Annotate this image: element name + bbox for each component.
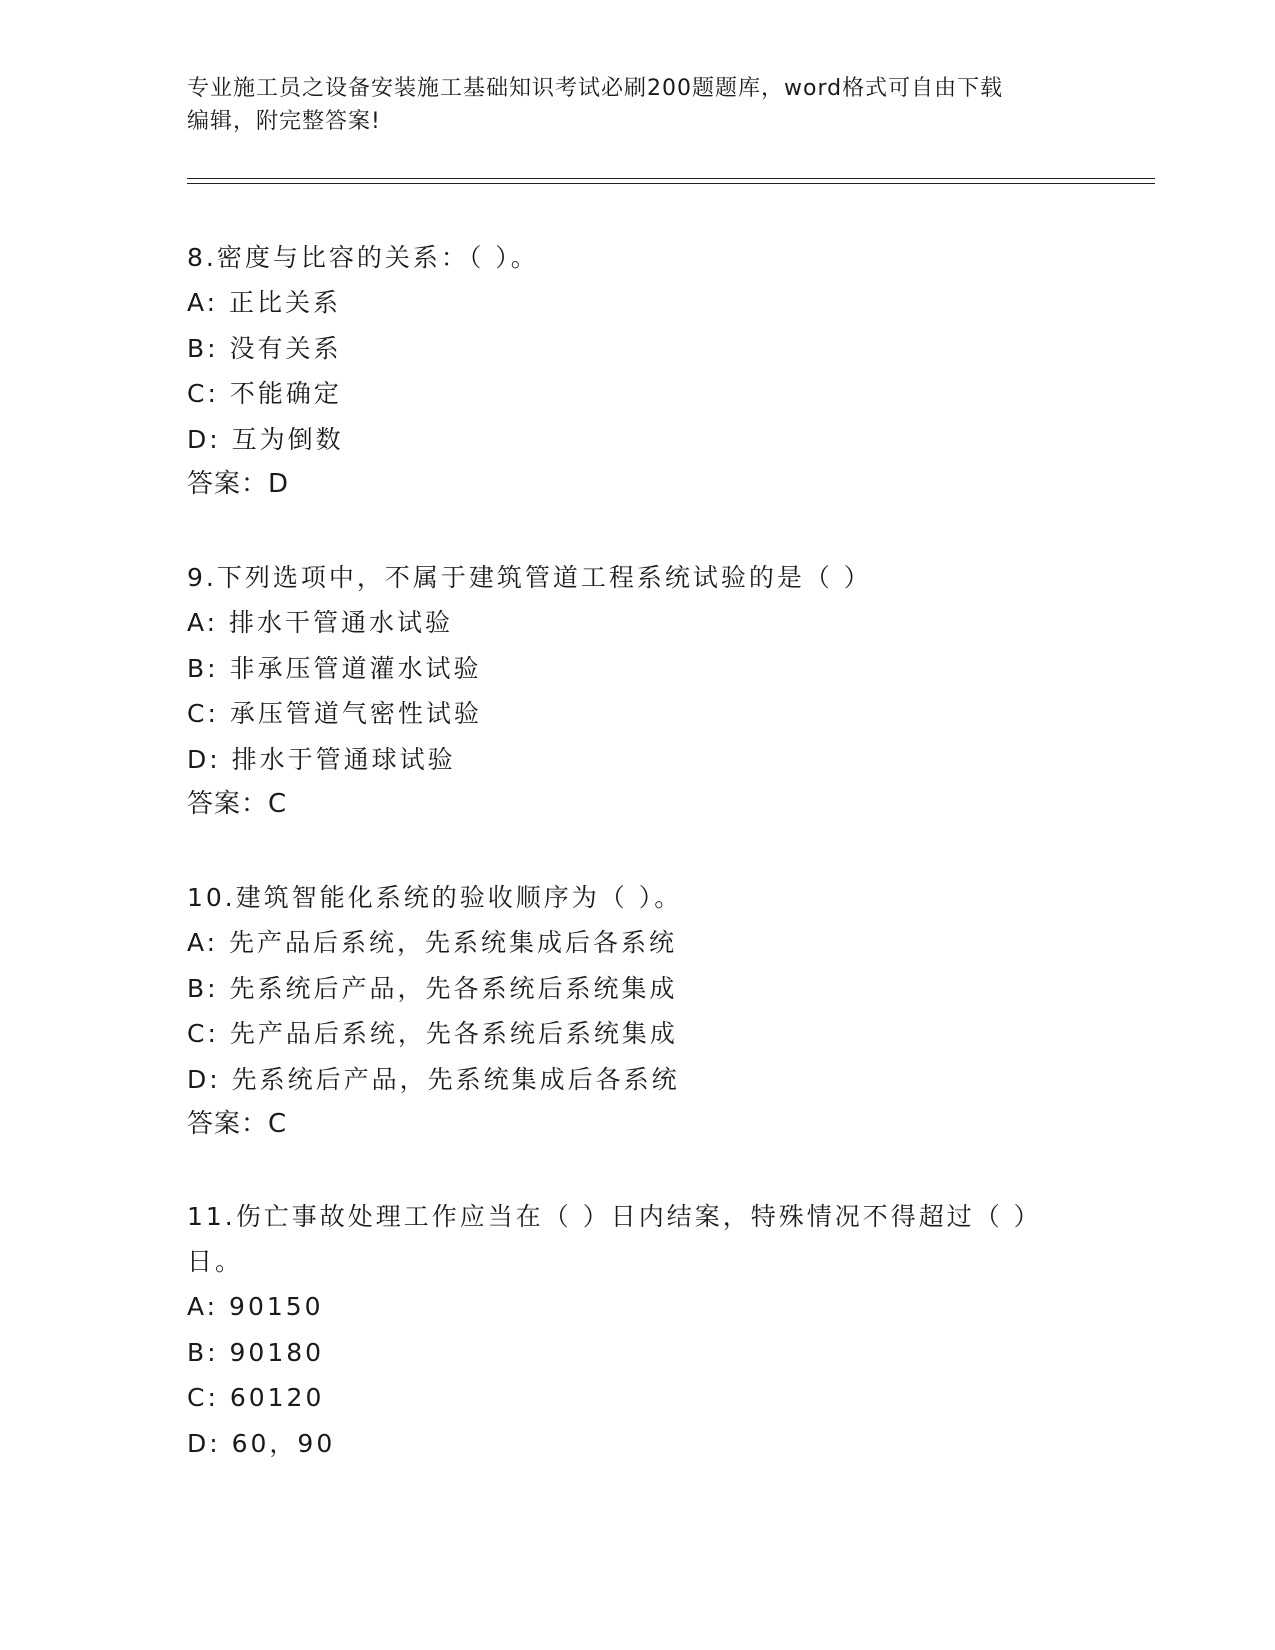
option-c: C: 先产品后系统，先各系统后系统集成 [187, 1019, 678, 1048]
answer: 答案：C [187, 789, 288, 819]
option-c: C: 60120 [187, 1383, 325, 1412]
question-stem: 8.密度与比容的关系：（ ）。 [187, 243, 539, 272]
option-d: D: 互为倒数 [187, 424, 344, 454]
question-9 [187, 555, 1087, 827]
option-a: A: 正比关系 [187, 288, 342, 317]
option-b: B: 先系统后产品，先各系统后系统集成 [187, 973, 678, 1003]
question-stem: 9.下列选项中，不属于建筑管道工程系统试验的是（ ） [187, 563, 872, 592]
option-a: A: 90150 [187, 1292, 324, 1321]
option-d: D: 60，90 [187, 1428, 336, 1458]
option-d: D: 排水于管通球试验 [187, 744, 456, 774]
question-stem-line-1: 11.伤亡事故处理工作应当在（ ）日内结案，特殊情况不得超过（ ） [187, 1202, 1042, 1231]
option-c: C: 承压管道气密性试验 [187, 699, 482, 728]
document-header [187, 72, 1087, 138]
answer: 答案：C [187, 1109, 288, 1139]
question-10 [187, 875, 1087, 1147]
option-c: C: 不能确定 [187, 379, 342, 408]
option-b: B: 90180 [187, 1337, 325, 1367]
option-a: A: 排水干管通水试验 [187, 608, 454, 637]
header-divider-bottom [187, 183, 1155, 184]
header-divider-top [187, 178, 1155, 179]
option-b: B: 非承压管道灌水试验 [187, 653, 482, 683]
option-b: B: 没有关系 [187, 333, 342, 363]
question-8 [187, 235, 1087, 507]
question-stem: 10.建筑智能化系统的验收顺序为（ ）。 [187, 883, 683, 912]
header-line-2: 编辑，附完整答案! [187, 109, 381, 134]
option-a: A: 先产品后系统，先系统集成后各系统 [187, 928, 678, 957]
question-11 [187, 1194, 1087, 1466]
option-d: D: 先系统后产品，先系统集成后各系统 [187, 1064, 680, 1094]
header-line-1: 专业施工员之设备安装施工基础知识考试必刷200题题库，word格式可自由下载 [187, 76, 1004, 101]
question-stem-line-2: 日。 [187, 1247, 244, 1276]
answer: 答案：D [187, 469, 290, 499]
